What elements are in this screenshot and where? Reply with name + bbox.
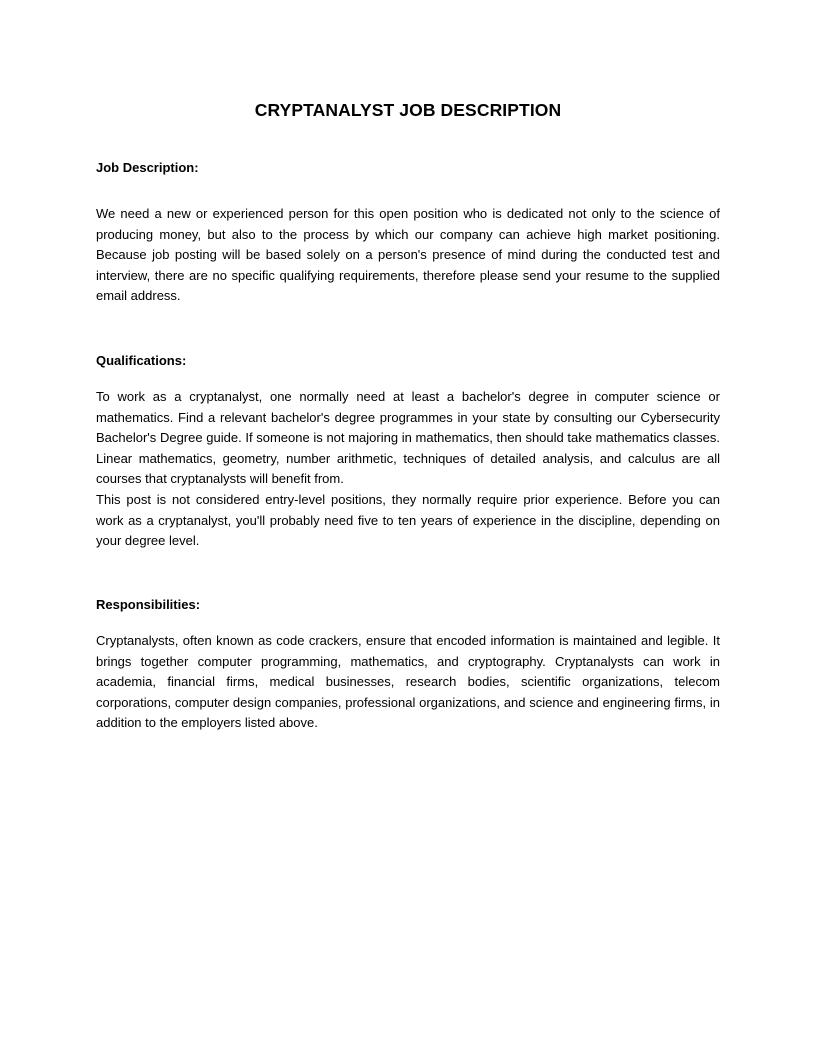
section-heading-responsibilities: Responsibilities: xyxy=(96,597,201,612)
job-description-paragraph: We need a new or experienced person for this open position who is dedicated not only to the science of producing money, but also to the process by which our company can achieve high market positioning. Because job posting will be based solely on a person's presence of mind during the conducted test and interview, there are no specific qualifying requirements, therefore please send your resume to the supplied email address. xyxy=(96,206,720,304)
section-heading-qualifications: Qualifications: xyxy=(96,353,187,368)
document-title: CRYPTANALYST JOB DESCRIPTION xyxy=(254,100,562,120)
qualifications-paragraph-2: This post is not considered entry-level positions, they normally require prior experience. Before you can work as a cryptanalyst, you'll probably need five to ten years of experience in the discipline, depending on your degree level. xyxy=(96,492,720,549)
responsibilities-paragraph: Cryptanalysts, often known as code crackers, ensure that encoded information is maintained and legible. It brings together computer programming, mathematics, and cryptography. Cryptanalysts can work in academia, financial firms, medical businesses, research bodies, scientific organizations, telecom corporations, computer design companies, professional organizations, and science and engineering firms, in addition to the employers listed above. xyxy=(96,633,720,731)
qualifications-paragraph-1: To work as a cryptanalyst, one normally need at least a bachelor's degree in computer science or mathematics. Find a relevant bachelor's degree programmes in your state by consulting our Cybersecurity Bachelor's Degree guide. If someone is not majoring in mathematics, then should take mathematics classes. Linear mathematics, geometry, number arithmetic, techniques of detailed analysis, and calculus are all courses that cryptanalysts will benefit from. xyxy=(96,389,720,487)
section-heading-job-description: Job Description: xyxy=(96,160,199,175)
